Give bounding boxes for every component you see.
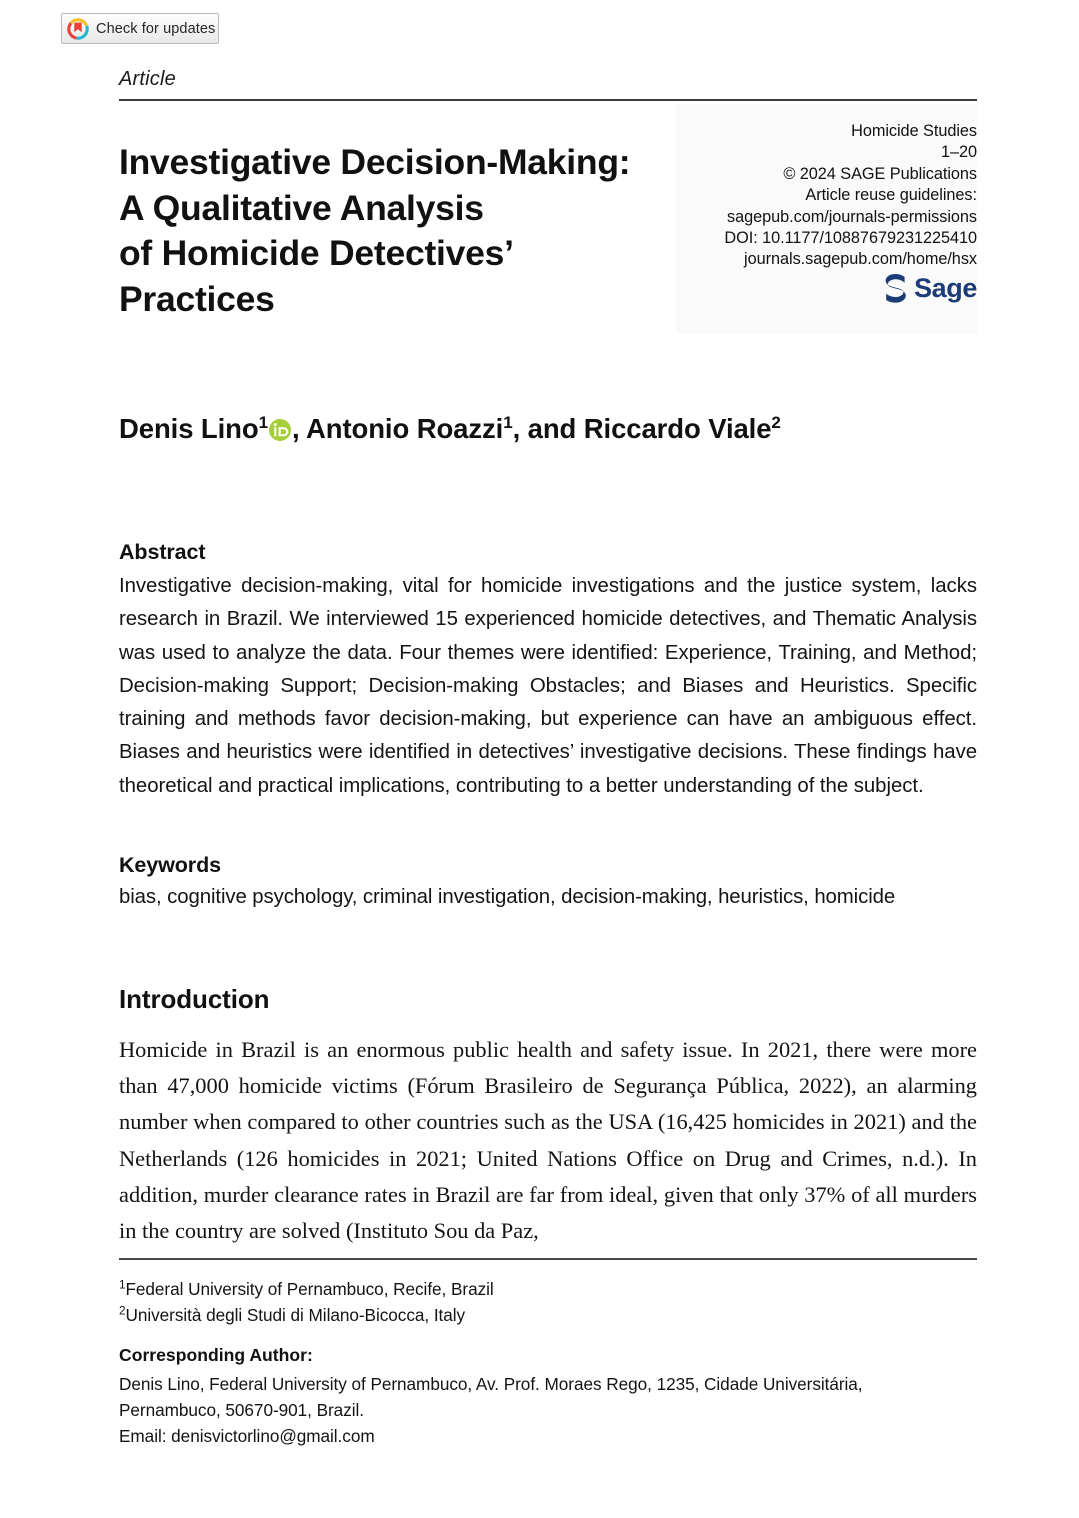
abstract-body: Investigative decision-making, vital for homicide investigations and the justice system, lacks research in Brazil. We interviewed 15 experienced homicide detectives, and Thematic Analysis was used to analyze the data. Four themes were identified: Experience, Training, and Method; Decision-making Support; Decision-making Obstacles; and Biases and Heuristics. Specific training and methods favor decision-making, but experience can have an ambiguous effect. Biases and heuristics were identified in detectives’ investigative decisions. These findings have theoretical and practical implications, contributing to a better understanding of the subject.	[119, 575, 977, 797]
introduction-paragraph: Homicide in Brazil is an enormous public health and safety issue. In 2021, there were more than 47,000 homicide victims (Fórum Brasileiro de Segurança Pública, 2022), an alarming number when compared to other countries such as the USA (16,425 homicides in 2021) and the Netherlands (126 homicides in 2021; United Nations Office on Drug and Crimes, n.d.). In addition, murder clearance rates in Brazil are far from ideal, given that only 37% of all murders in the country are solved (Instituto Sou da Paz,	[119, 1037, 977, 1244]
corresponding-author-line-2: Pernambuco, 50670-901, Brazil.	[119, 1399, 364, 1420]
title-line-3: of Homicide Detectives’	[119, 233, 514, 273]
keywords-body: bias, cognitive psychology, criminal investigation, decision-making, heuristics, homicide	[119, 886, 896, 908]
journal-copyright: © 2024 SAGE Publications	[783, 164, 977, 183]
title-line-4: Practices	[119, 278, 275, 319]
reuse-guidelines-label: Article reuse guidelines:	[805, 186, 977, 205]
check-for-updates-label: Check for updates	[96, 20, 216, 37]
journal-info-block	[676, 121, 977, 303]
affiliation-2	[119, 1303, 977, 1329]
doi-link[interactable]: DOI: 10.1177/10887679231225410	[724, 229, 977, 248]
author-3-affiliation-marker: 2	[771, 412, 781, 432]
sage-s-mark	[882, 273, 909, 303]
author-3-name: Riccardo Viale	[583, 413, 772, 444]
header-divider	[119, 99, 977, 101]
author-separator-2: , and	[512, 413, 584, 444]
title-line-2: A Qualitative Analysis	[119, 187, 484, 228]
footnote-divider	[119, 1258, 977, 1260]
author-2-affiliation-marker: 1	[503, 412, 513, 432]
author-1-name: Denis Lino	[119, 413, 259, 444]
sage-wordmark: Sage	[914, 272, 977, 303]
introduction-heading: Introduction	[119, 984, 270, 1014]
corresponding-author-block	[119, 1372, 979, 1449]
corresponding-author-heading: Corresponding Author:	[119, 1345, 313, 1365]
check-for-updates-badge[interactable]	[61, 13, 219, 44]
sage-logo	[882, 273, 977, 303]
author-1-affiliation-marker: 1	[258, 412, 268, 432]
journal-name: Homicide Studies	[851, 122, 977, 140]
author-byline	[119, 413, 979, 448]
keywords-heading: Keywords	[119, 853, 221, 877]
journal-home-link[interactable]: journals.sagepub.com/home/hsx	[744, 250, 977, 269]
affiliation-2-marker: 2	[119, 1303, 126, 1317]
crossmark-icon	[67, 18, 89, 40]
author-2-name: Antonio Roazzi	[306, 413, 504, 444]
affiliation-2-text: Università degli Studi di Milano-Bicocca, Italy	[125, 1304, 466, 1325]
affiliation-1-text: Federal University of Pernambuco, Recife, Brazil	[125, 1279, 494, 1299]
affiliation-1-marker: 1	[119, 1278, 126, 1292]
corresponding-author-line-1: Denis Lino, Federal University of Pernambuco, Av. Prof. Moraes Rego, 1235, Cidade Universitária,	[119, 1374, 863, 1394]
journal-pages: 1–20	[940, 143, 977, 162]
permissions-link[interactable]: sagepub.com/journals-permissions	[727, 207, 977, 226]
article-type-kicker: Article	[119, 68, 176, 90]
affiliation-1	[119, 1277, 977, 1303]
affiliations-block	[119, 1277, 977, 1328]
author-separator-1: ,	[291, 413, 306, 444]
title-line-1: Investigative Decision-Making:	[119, 142, 631, 182]
abstract-heading: Abstract	[119, 540, 206, 564]
orcid-icon[interactable]	[269, 416, 291, 448]
page-title	[119, 140, 679, 322]
corresponding-author-email[interactable]: Email: denisvictorlino@gmail.com	[119, 1425, 375, 1446]
